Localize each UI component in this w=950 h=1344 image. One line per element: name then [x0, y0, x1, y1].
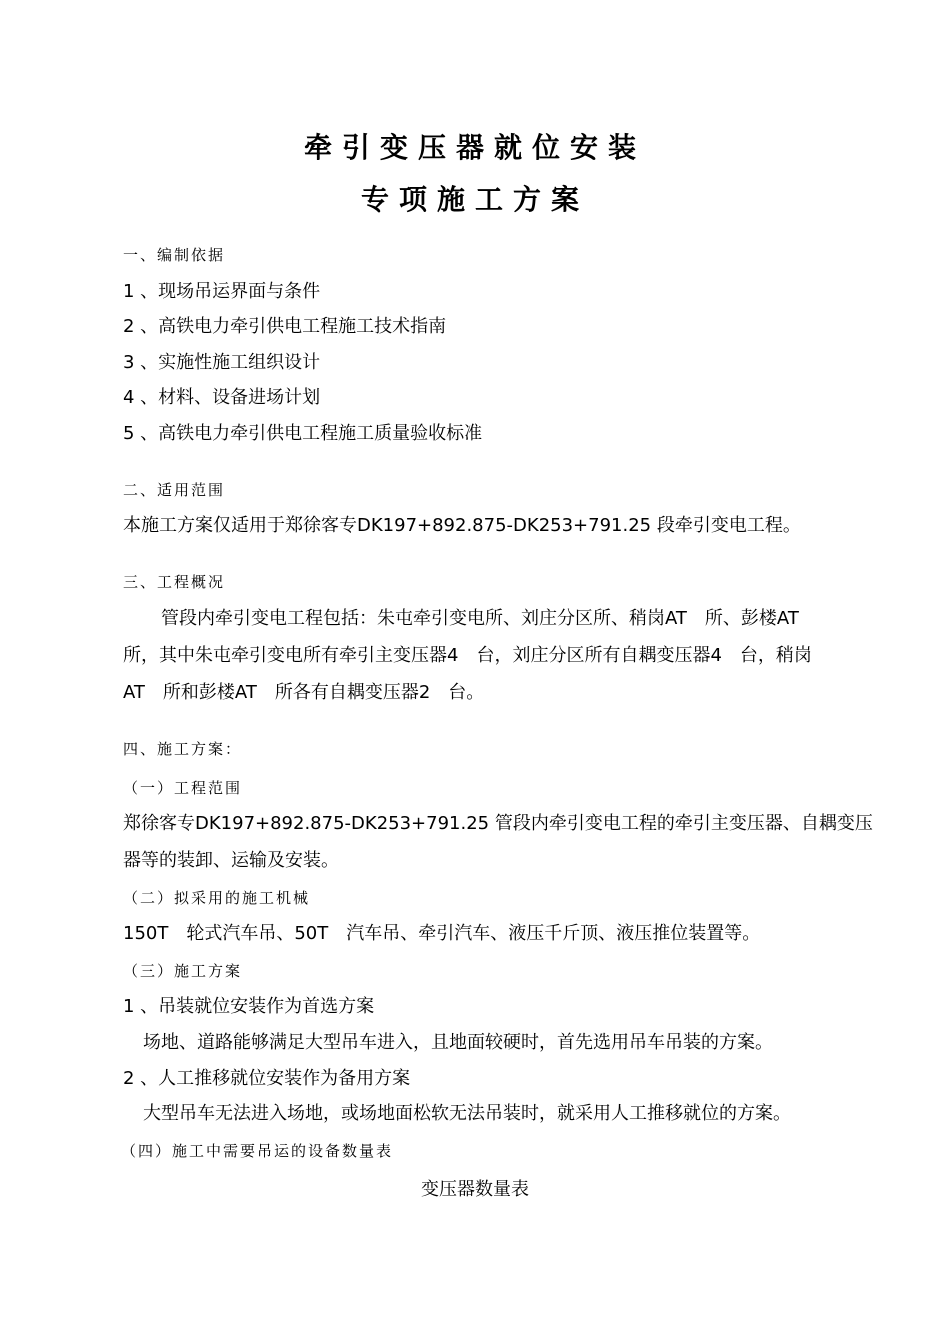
subsection-3-heading: （三）施工方案: [123, 962, 243, 980]
basis-item-4: 4 、材料、设备进场计划: [123, 387, 321, 408]
basis-item-1: 1 、现场吊运界面与条件: [123, 281, 321, 302]
subsection-1-heading: （一）工程范围: [123, 779, 243, 797]
scope-text: 本施工方案仅适用于郑徐客专DK197+892.875-DK253+791.25 段牵引变电工程。: [123, 515, 801, 536]
engineering-scope-line-1: 郑徐客专DK197+892.875-DK253+791.25 管段内牵引变电工程的牵引主变压器、自耦变压: [123, 813, 873, 834]
overview-line-3: AT 所和彭楼AT 所各有自耦变压器2 台。: [123, 682, 485, 703]
section-1-heading: 一、编制依据: [123, 246, 226, 264]
document-title-line-1: 牵引变压器就位安装: [303, 131, 646, 164]
engineering-scope-line-2: 器等的装卸、运输及安装。: [123, 850, 339, 871]
overview-line-2: 所，其中朱屯牵引变电所有牵引主变压器4 台，刘庄分区所有自耦变压器4 台，稍岗: [123, 645, 812, 666]
basis-item-5: 5 、高铁电力牵引供电工程施工质量验收标准: [123, 423, 483, 444]
section-3-heading: 三、工程概况: [123, 573, 226, 591]
overview-line-1: 管段内牵引变电工程包括：朱屯牵引变电所、刘庄分区所、稍岗AT 所、彭楼AT: [161, 608, 799, 629]
basis-item-3: 3 、实施性施工组织设计: [123, 352, 321, 373]
plan-1-text: 场地、道路能够满足大型吊车进入，且地面较硬时，首先选用吊车吊装的方案。: [143, 1032, 773, 1053]
plan-2-text: 大型吊车无法进入场地，或场地面松软无法吊装时，就采用人工推移就位的方案。: [143, 1103, 791, 1124]
table-caption: 变压器数量表: [421, 1179, 529, 1200]
subsection-2-heading: （二）拟采用的施工机械: [123, 889, 311, 907]
section-4-heading: 四、施工方案：: [123, 740, 243, 758]
machinery-text: 150T 轮式汽车吊、50T 汽车吊、牵引汽车、液压千斤顶、液压推位装置等。: [123, 923, 761, 944]
plan-2-title: 2 、人工推移就位安装作为备用方案: [123, 1068, 411, 1089]
basis-item-2: 2 、高铁电力牵引供电工程施工技术指南: [123, 316, 447, 337]
plan-1-title: 1 、吊装就位安装作为首选方案: [123, 996, 375, 1017]
subsection-4-heading: （四）施工中需要吊运的设备数量表: [121, 1142, 394, 1160]
section-2-heading: 二、适用范围: [123, 481, 226, 499]
document-title-line-2: 专项施工方案: [360, 183, 589, 216]
